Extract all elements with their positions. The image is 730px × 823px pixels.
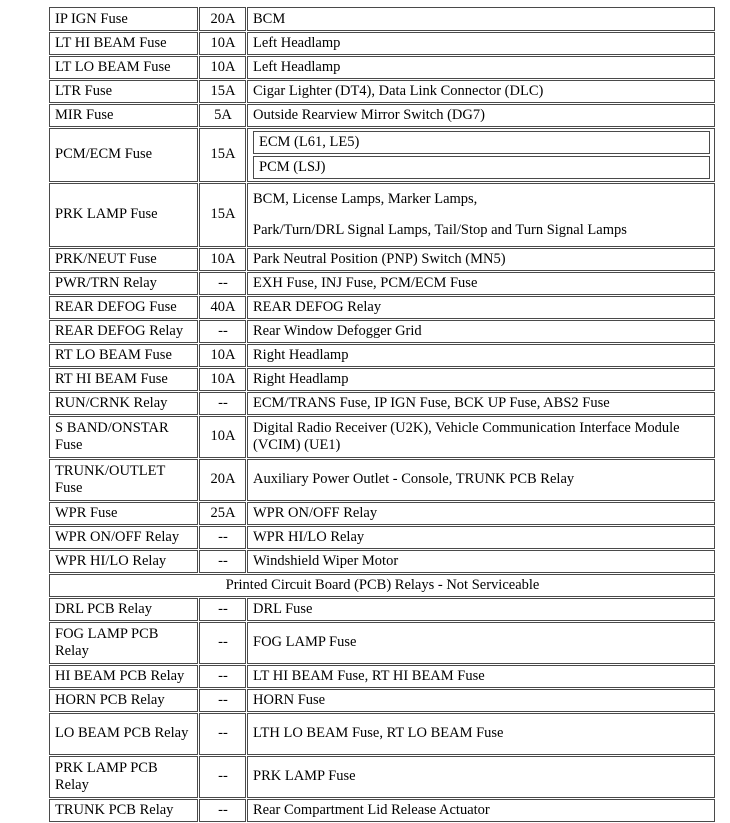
relay-amp-cell: -- [199, 713, 246, 755]
fuse-desc-cell: Windshield Wiper Motor [247, 550, 715, 573]
relay-name-cell: TRUNK PCB Relay [49, 799, 198, 822]
fuse-name-cell: WPR Fuse [49, 502, 198, 525]
table-row [49, 392, 715, 415]
fuse-name-cell: PCM/ECM Fuse [49, 128, 198, 182]
table-row [49, 502, 715, 525]
relay-name-cell: DRL PCB Relay [49, 598, 198, 621]
table-row [49, 296, 715, 319]
table-row [49, 713, 715, 755]
fuse-name-cell: S BAND/ONSTAR Fuse [49, 416, 198, 458]
fuse-name-cell: RT LO BEAM Fuse [49, 344, 198, 367]
relay-amp-cell: -- [199, 622, 246, 664]
table-row [49, 56, 715, 79]
fuse-name-cell: PRK LAMP Fuse [49, 183, 198, 247]
table-row [49, 622, 715, 664]
relay-desc-cell: DRL Fuse [247, 598, 715, 621]
fuse-desc-cell: Right Headlamp [247, 344, 715, 367]
table-row [49, 80, 715, 103]
fuse-desc-cell: Left Headlamp [247, 32, 715, 55]
fuse-desc-line: ECM (L61, LE5) [253, 131, 710, 154]
relay-amp-cell: -- [199, 756, 246, 798]
relay-name-cell: HI BEAM PCB Relay [49, 665, 198, 688]
fuse-amp-cell: 5A [199, 104, 246, 127]
table-row [49, 368, 715, 391]
fuse-amp-cell: 20A [199, 459, 246, 501]
table-row [49, 344, 715, 367]
fuse-amp-cell: -- [199, 526, 246, 549]
fuse-amp-cell: 10A [199, 56, 246, 79]
fuse-desc-cell: Rear Window Defogger Grid [247, 320, 715, 343]
table-row [49, 665, 715, 688]
relay-name-cell: HORN PCB Relay [49, 689, 198, 712]
pcb-section-header: Printed Circuit Board (PCB) Relays - Not Serviceable [49, 574, 715, 597]
fuse-name-cell: RT HI BEAM Fuse [49, 368, 198, 391]
fuse-amp-cell: 10A [199, 344, 246, 367]
table-row [49, 104, 715, 127]
relay-name-cell: PRK LAMP PCB Relay [49, 756, 198, 798]
fuse-desc-cell: WPR ON/OFF Relay [247, 502, 715, 525]
relay-desc-cell: Rear Compartment Lid Release Actuator [247, 799, 715, 822]
fuse-name-cell: MIR Fuse [49, 104, 198, 127]
fuse-amp-cell: 20A [199, 7, 246, 31]
fuse-desc-cell: ECM/TRANS Fuse, IP IGN Fuse, BCK UP Fuse, ABS2 Fuse [247, 392, 715, 415]
table-row [49, 526, 715, 549]
table-row [49, 7, 715, 31]
fuse-amp-cell: 25A [199, 502, 246, 525]
fuse-name-cell: WPR ON/OFF Relay [49, 526, 198, 549]
fuse-name-cell: TRUNK/OUTLET Fuse [49, 459, 198, 501]
fuse-amp-cell: 10A [199, 248, 246, 271]
relay-desc-cell: FOG LAMP Fuse [247, 622, 715, 664]
table-row [49, 32, 715, 55]
fuse-amp-cell: 40A [199, 296, 246, 319]
fuse-name-cell: LT HI BEAM Fuse [49, 32, 198, 55]
relay-amp-cell: -- [199, 598, 246, 621]
fuse-name-cell: IP IGN Fuse [49, 7, 198, 31]
fuse-name-cell: PRK/NEUT Fuse [49, 248, 198, 271]
fuse-name-cell: LTR Fuse [49, 80, 198, 103]
fuse-desc-cell: BCM [247, 7, 715, 31]
fuse-amp-cell: -- [199, 320, 246, 343]
fuse-desc-cell: WPR HI/LO Relay [247, 526, 715, 549]
fuse-name-cell: LT LO BEAM Fuse [49, 56, 198, 79]
fuse-amp-cell: 10A [199, 416, 246, 458]
table-row [49, 598, 715, 621]
table-row [49, 183, 715, 247]
fuse-desc-cell: Outside Rearview Mirror Switch (DG7) [247, 104, 715, 127]
fuse-block-table [48, 6, 716, 823]
relay-desc-cell: LT HI BEAM Fuse, RT HI BEAM Fuse [247, 665, 715, 688]
table-row [49, 459, 715, 501]
fuse-desc-cell-split [247, 128, 715, 182]
fuse-desc-cell: Auxiliary Power Outlet - Console, TRUNK PCB Relay [247, 459, 715, 501]
fuse-amp-cell: 15A [199, 128, 246, 182]
relay-amp-cell: -- [199, 799, 246, 822]
table-row [49, 128, 715, 182]
table-row [49, 272, 715, 295]
desc-line-stack [253, 131, 710, 179]
table-row [49, 799, 715, 822]
relay-name-cell: LO BEAM PCB Relay [49, 713, 198, 755]
fuse-block-table-container [48, 6, 715, 823]
fuse-desc-cell [247, 183, 715, 247]
fuse-table-body [49, 7, 715, 822]
fuse-desc-line: PCM (LSJ) [253, 156, 710, 179]
relay-desc-cell: HORN Fuse [247, 689, 715, 712]
fuse-desc-line: BCM, License Lamps, Marker Lamps, [253, 190, 478, 207]
fuse-amp-cell: -- [199, 550, 246, 573]
relay-name-cell: FOG LAMP PCB Relay [49, 622, 198, 664]
table-row [49, 689, 715, 712]
fuse-name-cell: PWR/TRN Relay [49, 272, 198, 295]
fuse-desc-cell: Digital Radio Receiver (U2K), Vehicle Communication Interface Module (VCIM) (UE1) [247, 416, 715, 458]
relay-amp-cell: -- [199, 665, 246, 688]
fuse-name-cell: WPR HI/LO Relay [49, 550, 198, 573]
fuse-amp-cell: 15A [199, 183, 246, 247]
relay-desc-cell: LTH LO BEAM Fuse, RT LO BEAM Fuse [247, 713, 715, 755]
relay-amp-cell: -- [199, 689, 246, 712]
table-row [49, 416, 715, 458]
fuse-desc-cell: Park Neutral Position (PNP) Switch (MN5) [247, 248, 715, 271]
fuse-desc-cell: EXH Fuse, INJ Fuse, PCM/ECM Fuse [247, 272, 715, 295]
fuse-desc-cell: Left Headlamp [247, 56, 715, 79]
fuse-desc-cell: Cigar Lighter (DT4), Data Link Connector (DLC) [247, 80, 715, 103]
fuse-amp-cell: 10A [199, 368, 246, 391]
section-header-row [49, 574, 715, 597]
fuse-desc-cell: REAR DEFOG Relay [247, 296, 715, 319]
table-row [49, 248, 715, 271]
relay-desc-cell: PRK LAMP Fuse [247, 756, 715, 798]
table-row [49, 756, 715, 798]
fuse-amp-cell: 15A [199, 80, 246, 103]
fuse-amp-cell: 10A [199, 32, 246, 55]
fuse-name-cell: REAR DEFOG Fuse [49, 296, 198, 319]
fuse-name-cell: REAR DEFOG Relay [49, 320, 198, 343]
fuse-desc-line: Park/Turn/DRL Signal Lamps, Tail/Stop and Turn Signal Lamps [253, 221, 627, 238]
fuse-desc-cell: Right Headlamp [247, 368, 715, 391]
table-row [49, 320, 715, 343]
table-row [49, 550, 715, 573]
fuse-amp-cell: -- [199, 392, 246, 415]
fuse-name-cell: RUN/CRNK Relay [49, 392, 198, 415]
fuse-amp-cell: -- [199, 272, 246, 295]
